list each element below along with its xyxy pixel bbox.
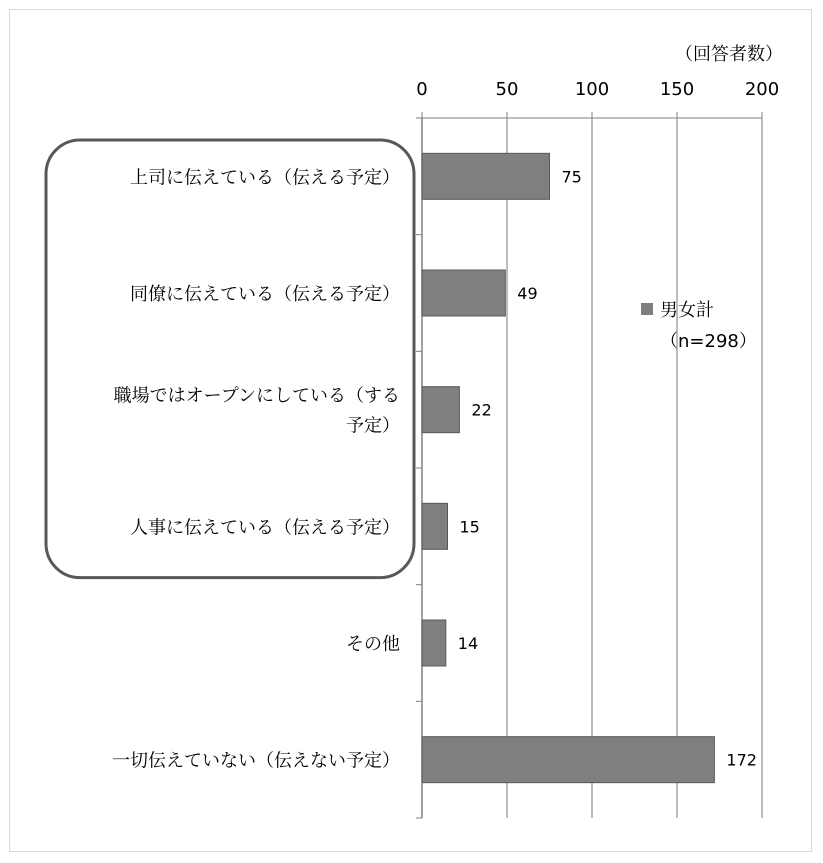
x-tick-label: 100	[574, 79, 610, 100]
x-tick-label: 150	[659, 79, 695, 100]
data-label: 49	[517, 284, 538, 303]
legend-sublabel: （n=298）	[660, 331, 757, 352]
category-label: 予定）	[346, 415, 400, 437]
bar	[422, 270, 505, 316]
bar	[422, 387, 459, 433]
x-tick-label: 0	[416, 79, 428, 100]
x-tick-label: 200	[744, 79, 780, 100]
category-label: 上司に伝えている（伝える予定）	[130, 167, 400, 189]
legend-swatch	[641, 303, 653, 315]
data-label: 172	[726, 750, 757, 770]
legend-label: 男女計	[660, 300, 714, 321]
category-label: 職場ではオープンにしている（する	[113, 385, 400, 407]
category-label: 一切伝えていない（伝えない予定）	[112, 750, 400, 772]
bar	[422, 620, 446, 666]
unit-label: （回答者数）	[675, 44, 783, 65]
category-label: 人事に伝えている（伝える予定）	[130, 517, 400, 539]
legend	[641, 300, 757, 352]
category-label: その他	[346, 634, 400, 655]
data-label: 15	[459, 517, 480, 537]
bar	[422, 153, 550, 199]
category-label: 同僚に伝えている（伝える予定）	[130, 284, 400, 305]
data-label: 14	[457, 634, 479, 653]
bar	[422, 503, 448, 549]
data-label: 22	[471, 400, 492, 420]
data-label: 75	[561, 167, 582, 187]
highlight-group-box	[46, 140, 414, 578]
bar	[422, 737, 714, 783]
x-tick-label: 50	[495, 79, 519, 100]
